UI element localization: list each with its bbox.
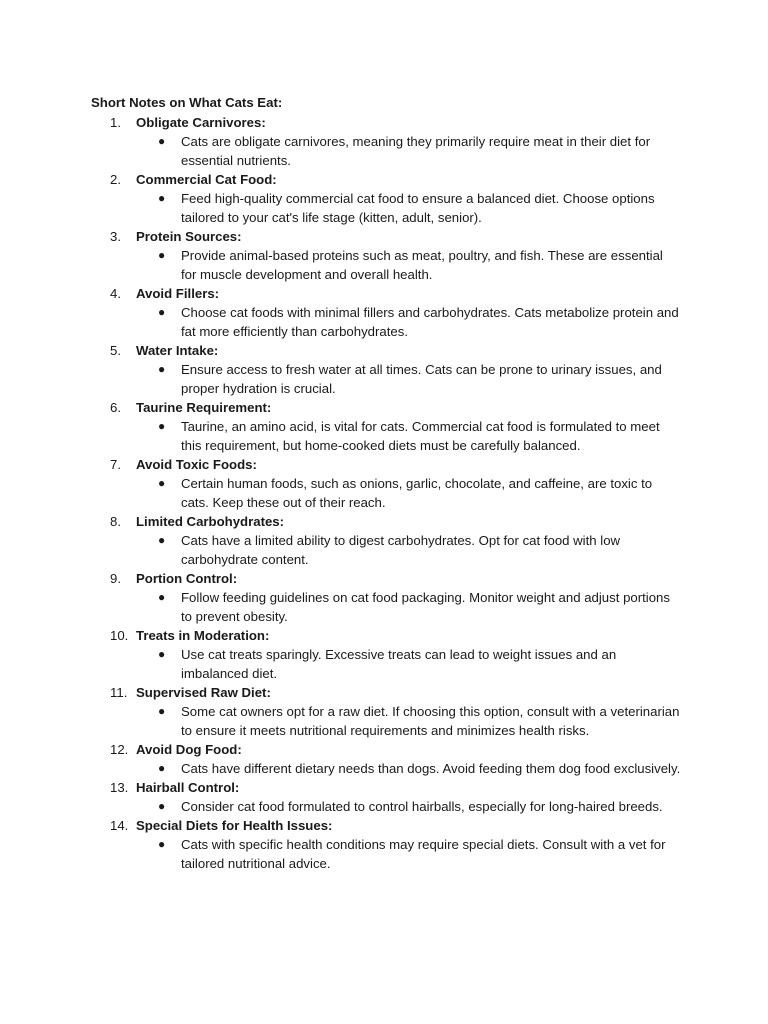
list-item: [0, 227, 768, 284]
bullet-icon: ●: [158, 590, 166, 604]
item-text: Follow feeding guidelines on cat food packaging. Monitor weight and adjust portions to prevent obesity.: [181, 590, 670, 624]
bullet-icon: ●: [158, 533, 166, 547]
item-heading: Supervised Raw Diet:: [136, 685, 271, 700]
list-item: [0, 740, 768, 778]
bullet-icon: ●: [158, 647, 166, 661]
bullet-icon: ●: [158, 761, 166, 775]
list-item: [0, 626, 768, 683]
item-heading: Taurine Requirement:: [136, 400, 272, 415]
item-text: Ensure access to fresh water at all times. Cats can be prone to urinary issues, and proper hydration is crucial.: [181, 362, 662, 396]
item-heading: Avoid Fillers:: [136, 286, 220, 301]
item-text: Choose cat foods with minimal fillers and carbohydrates. Cats metabolize protein and fat more efficiently than carbohydrates.: [181, 305, 679, 339]
item-text: Certain human foods, such as onions, garlic, chocolate, and caffeine, are toxic to cats. Keep these out of their reach.: [181, 476, 653, 510]
item-heading: Commercial Cat Food:: [136, 172, 277, 187]
item-heading: Avoid Dog Food:: [136, 742, 242, 757]
item-heading: Portion Control:: [136, 571, 238, 586]
item-number: 10.: [110, 628, 129, 643]
item-number: 3.: [110, 229, 121, 244]
document-title: Short Notes on What Cats Eat:: [91, 95, 283, 110]
list-item: [0, 816, 768, 873]
list-item: [0, 512, 768, 569]
item-heading: Limited Carbohydrates:: [136, 514, 285, 529]
item-text: Cats are obligate carnivores, meaning they primarily require meat in their diet for essential nutrients.: [181, 134, 651, 168]
list-item: [0, 569, 768, 626]
notes-list: [0, 113, 768, 873]
item-text: Cats have different dietary needs than dogs. Avoid feeding them dog food exclusively.: [181, 761, 681, 776]
bullet-icon: ●: [158, 837, 166, 851]
bullet-icon: ●: [158, 134, 166, 148]
item-number: 9.: [110, 571, 121, 586]
item-text: Cats with specific health conditions may require special diets. Consult with a vet for tailored nutritional advice.: [181, 837, 666, 871]
item-text: Provide animal-based proteins such as meat, poultry, and fish. These are essential for muscle development and overall health.: [181, 248, 663, 282]
list-item: [0, 170, 768, 227]
bullet-icon: ●: [158, 362, 166, 376]
item-number: 2.: [110, 172, 121, 187]
list-item: [0, 778, 768, 816]
item-number: 5.: [110, 343, 121, 358]
item-number: 11.: [110, 685, 128, 700]
item-heading: Hairball Control:: [136, 780, 240, 795]
item-number: 1.: [110, 115, 121, 130]
item-number: 7.: [110, 457, 121, 472]
item-number: 14.: [110, 818, 129, 833]
item-text: Feed high-quality commercial cat food to ensure a balanced diet. Choose options tailored to your cat's life stage (kitten, adult, senior).: [181, 191, 655, 225]
list-item: [0, 683, 768, 740]
item-text: Use cat treats sparingly. Excessive treats can lead to weight issues and an imbalanced diet.: [181, 647, 617, 681]
bullet-icon: ●: [158, 419, 166, 433]
item-number: 6.: [110, 400, 121, 415]
item-heading: Obligate Carnivores:: [136, 115, 266, 130]
bullet-icon: ●: [158, 248, 166, 262]
item-heading: Water Intake:: [136, 343, 219, 358]
bullet-icon: ●: [158, 305, 166, 319]
item-heading: Avoid Toxic Foods:: [136, 457, 257, 472]
item-number: 4.: [110, 286, 121, 301]
list-item: [0, 284, 768, 341]
list-item: [0, 341, 768, 398]
item-text: Some cat owners opt for a raw diet. If choosing this option, consult with a veterinarian to ensure it meets nutritional requirements and minimizes health risks.: [181, 704, 680, 738]
item-text: Consider cat food formulated to control hairballs, especially for long-haired breeds.: [181, 799, 663, 814]
bullet-icon: ●: [158, 476, 166, 490]
item-heading: Special Diets for Health Issues:: [136, 818, 333, 833]
item-text: Taurine, an amino acid, is vital for cats. Commercial cat food is formulated to meet this requirement, but home-cooked diets must be carefully balanced.: [181, 419, 660, 453]
item-heading: Protein Sources:: [136, 229, 242, 244]
bullet-icon: ●: [158, 191, 166, 205]
item-number: 8.: [110, 514, 121, 529]
item-text: Cats have a limited ability to digest carbohydrates. Opt for cat food with low carbohydrate content.: [181, 533, 621, 567]
list-item: [0, 113, 768, 170]
list-item: [0, 398, 768, 455]
bullet-icon: ●: [158, 799, 166, 813]
bullet-icon: ●: [158, 704, 166, 718]
item-heading: Treats in Moderation:: [136, 628, 270, 643]
item-number: 12.: [110, 742, 129, 757]
item-number: 13.: [110, 780, 129, 795]
list-item: [0, 455, 768, 512]
